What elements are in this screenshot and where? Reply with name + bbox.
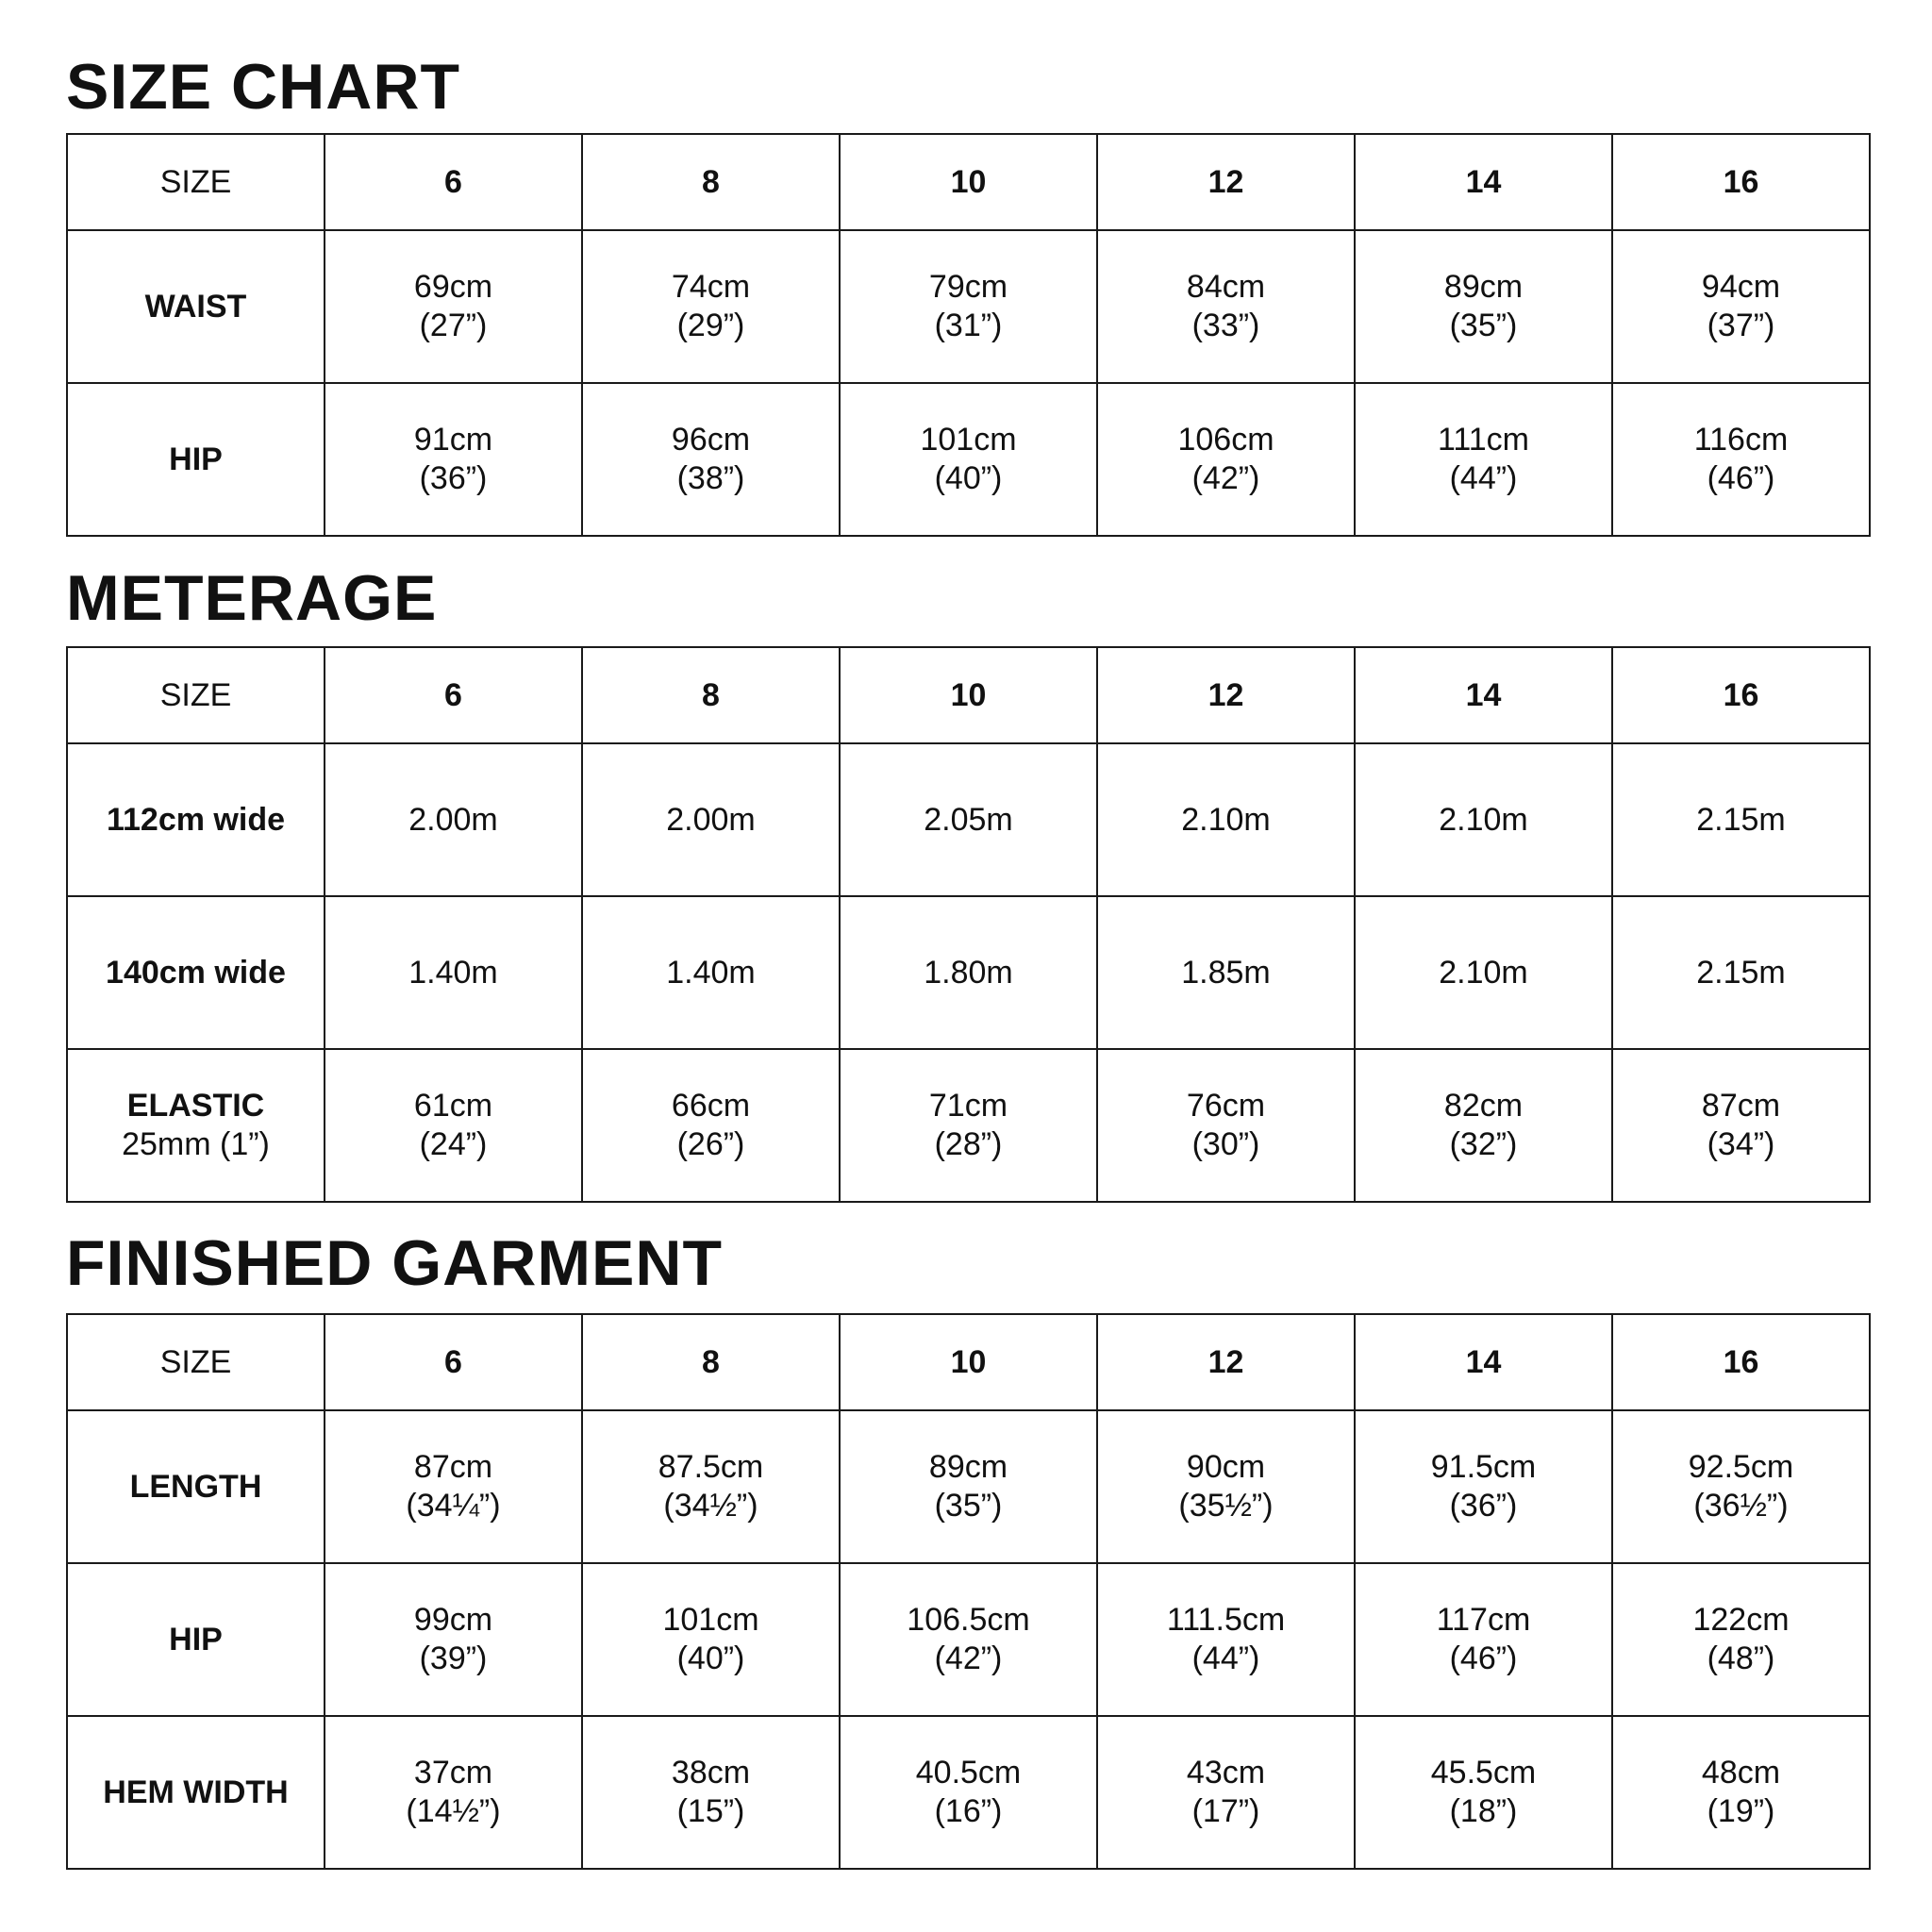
size-cell: 8 <box>582 647 840 743</box>
cell-value: 1.40m <box>408 954 498 991</box>
cell-inch: (32”) <box>1449 1126 1518 1162</box>
row-label <box>67 1049 325 1202</box>
cell-inch: (15”) <box>676 1793 745 1829</box>
cell-cm: 99cm <box>413 1602 493 1639</box>
cell-inch: (46”) <box>1707 460 1775 496</box>
size-cell: 12 <box>1097 647 1355 743</box>
measurement-cell <box>1612 896 1870 1049</box>
cell-cm: 122cm <box>1692 1602 1790 1639</box>
table-row <box>67 383 1870 536</box>
cell-cm: 92.5cm <box>1688 1449 1794 1486</box>
header-row <box>67 134 1870 230</box>
measurement-cell <box>325 1563 582 1716</box>
size-label-cell: SIZE <box>67 134 325 230</box>
measurement-cell <box>840 1410 1097 1563</box>
cell-cm: 79cm <box>928 269 1008 306</box>
measurement-cell <box>840 1563 1097 1716</box>
cell-inch: (36”) <box>419 460 488 496</box>
measurement-cell <box>1612 743 1870 896</box>
cell-value: 2.00m <box>666 801 756 838</box>
cell-value: 2.15m <box>1696 801 1786 838</box>
cell-inch: (33”) <box>1191 308 1260 343</box>
measurement-cell <box>582 896 840 1049</box>
size-cell: 6 <box>325 134 582 230</box>
size-cell: 14 <box>1355 1314 1612 1410</box>
table-row <box>67 896 1870 1049</box>
size-cell: 14 <box>1355 134 1612 230</box>
measurement-cell <box>1097 743 1355 896</box>
cell-inch: (39”) <box>419 1641 488 1676</box>
cell-cm: 117cm <box>1436 1602 1531 1639</box>
cell-inch: (35”) <box>1449 308 1518 343</box>
finished-garment-table <box>66 1313 1871 1870</box>
section-title: SIZE CHART <box>66 51 460 123</box>
table-row <box>67 1716 1870 1869</box>
cell-cm: 89cm <box>928 1449 1008 1486</box>
row-label <box>67 896 325 1049</box>
measurement-cell <box>1097 230 1355 383</box>
cell-cm: 82cm <box>1443 1088 1524 1124</box>
measurement-cell <box>1355 896 1612 1049</box>
measurement-cell <box>1097 1563 1355 1716</box>
size-cell: 8 <box>582 134 840 230</box>
size-cell: 10 <box>840 1314 1097 1410</box>
cell-cm: 96cm <box>671 422 751 458</box>
row-label-text: 140cm wide <box>106 954 286 991</box>
cell-cm: 87cm <box>1701 1088 1781 1124</box>
row-label <box>67 383 325 536</box>
cell-inch: (35”) <box>934 1488 1003 1524</box>
cell-inch: (44”) <box>1191 1641 1260 1676</box>
cell-inch: (28”) <box>934 1126 1003 1162</box>
cell-cm: 94cm <box>1701 269 1781 306</box>
cell-cm: 111.5cm <box>1166 1602 1286 1639</box>
measurement-cell <box>1612 1563 1870 1716</box>
cell-inch: (34¼”) <box>406 1488 501 1524</box>
cell-cm: 61cm <box>413 1088 493 1124</box>
size-cell: 12 <box>1097 134 1355 230</box>
row-label-text: LENGTH <box>129 1468 262 1505</box>
cell-value: 1.40m <box>666 954 756 991</box>
cell-inch: (14½”) <box>406 1793 501 1829</box>
cell-value: 2.05m <box>924 801 1013 838</box>
cell-cm: 91cm <box>413 422 493 458</box>
measurement-cell <box>325 230 582 383</box>
measurement-cell <box>325 1716 582 1869</box>
measurement-cell <box>840 896 1097 1049</box>
cell-inch: (34½”) <box>663 1488 758 1524</box>
measurement-cell <box>582 383 840 536</box>
cell-cm: 87.5cm <box>658 1449 764 1486</box>
cell-cm: 106.5cm <box>907 1602 1030 1639</box>
size-cell: 10 <box>840 647 1097 743</box>
measurement-cell <box>840 230 1097 383</box>
size-cell: 8 <box>582 1314 840 1410</box>
measurement-cell <box>582 1410 840 1563</box>
measurement-cell <box>1355 1563 1612 1716</box>
measurement-cell <box>1097 1716 1355 1869</box>
cell-cm: 87cm <box>413 1449 493 1486</box>
cell-inch: (30”) <box>1191 1126 1260 1162</box>
measurement-cell <box>325 1049 582 1202</box>
measurement-cell <box>325 383 582 536</box>
size-cell: 12 <box>1097 1314 1355 1410</box>
measurement-cell <box>582 1563 840 1716</box>
measurement-cell <box>840 743 1097 896</box>
cell-inch: (16”) <box>934 1793 1003 1829</box>
measurement-cell <box>840 1049 1097 1202</box>
cell-inch: (44”) <box>1449 460 1518 496</box>
measurement-cell <box>1355 1049 1612 1202</box>
cell-value: 1.85m <box>1181 954 1271 991</box>
measurement-cell <box>1612 383 1870 536</box>
row-label-text: 112cm wide <box>106 801 285 838</box>
cell-value: 1.80m <box>924 954 1013 991</box>
cell-inch: (35½”) <box>1178 1488 1274 1524</box>
cell-cm: 43cm <box>1186 1755 1266 1791</box>
measurement-cell <box>582 1716 840 1869</box>
table-row <box>67 230 1870 383</box>
cell-cm: 84cm <box>1186 269 1266 306</box>
cell-cm: 74cm <box>671 269 751 306</box>
cell-cm: 106cm <box>1177 422 1274 458</box>
table-row <box>67 1563 1870 1716</box>
measurement-cell <box>1355 383 1612 536</box>
measurement-cell <box>840 383 1097 536</box>
cell-cm: 90cm <box>1186 1449 1266 1486</box>
measurement-cell <box>1097 1410 1355 1563</box>
cell-cm: 91.5cm <box>1430 1449 1537 1486</box>
measurement-cell <box>1355 230 1612 383</box>
measurement-cell <box>582 1049 840 1202</box>
cell-cm: 48cm <box>1701 1755 1781 1791</box>
row-label-text: HIP <box>169 1621 223 1657</box>
measurement-cell <box>840 1716 1097 1869</box>
cell-inch: (38”) <box>676 460 745 496</box>
size-label-cell: SIZE <box>67 647 325 743</box>
measurement-cell <box>1612 1049 1870 1202</box>
cell-inch: (19”) <box>1707 1793 1775 1829</box>
size-cell: 16 <box>1612 1314 1870 1410</box>
measurement-cell <box>1355 1410 1612 1563</box>
row-label-text: WAIST <box>144 288 247 325</box>
cell-cm: 116cm <box>1693 422 1789 458</box>
cell-cm: 71cm <box>928 1088 1008 1124</box>
measurement-cell <box>582 743 840 896</box>
cell-cm: 45.5cm <box>1430 1755 1537 1791</box>
measurement-cell <box>1612 1410 1870 1563</box>
cell-inch: (17”) <box>1191 1793 1260 1829</box>
cell-cm: 76cm <box>1186 1088 1266 1124</box>
row-label-text: HEM WIDTH <box>103 1774 289 1810</box>
measurement-cell <box>1097 383 1355 536</box>
cell-inch: (27”) <box>419 308 488 343</box>
cell-inch: (36”) <box>1449 1488 1518 1524</box>
cell-inch: (48”) <box>1707 1641 1775 1676</box>
cell-inch: (46”) <box>1449 1641 1518 1676</box>
cell-inch: (40”) <box>676 1641 745 1676</box>
cell-inch: (31”) <box>934 308 1003 343</box>
row-label <box>67 230 325 383</box>
cell-cm: 89cm <box>1443 269 1524 306</box>
row-label <box>67 1563 325 1716</box>
measurement-cell <box>325 743 582 896</box>
cell-value: 2.15m <box>1696 954 1786 991</box>
header-row <box>67 1314 1870 1410</box>
cell-cm: 40.5cm <box>915 1755 1022 1791</box>
table-row <box>67 1049 1870 1202</box>
size-chart-table <box>66 133 1871 537</box>
cell-cm: 37cm <box>413 1755 493 1791</box>
measurement-cell <box>1097 1049 1355 1202</box>
measurement-cell <box>1612 1716 1870 1869</box>
header-row <box>67 647 1870 743</box>
row-label-text: HIP <box>169 441 223 477</box>
measurement-cell <box>1355 743 1612 896</box>
measurement-cell <box>325 896 582 1049</box>
size-cell: 16 <box>1612 134 1870 230</box>
size-cell: 14 <box>1355 647 1612 743</box>
cell-inch: (18”) <box>1449 1793 1518 1829</box>
size-cell: 16 <box>1612 647 1870 743</box>
cell-inch: (42”) <box>934 1641 1003 1676</box>
cell-cm: 111cm <box>1437 422 1529 458</box>
meterage-table <box>66 646 1871 1203</box>
measurement-cell <box>582 230 840 383</box>
row-label-text: ELASTIC <box>126 1088 265 1124</box>
section-title: METERAGE <box>66 562 438 634</box>
cell-cm: 101cm <box>662 1602 759 1639</box>
size-label-cell: SIZE <box>67 1314 325 1410</box>
section-title: FINISHED GARMENT <box>66 1227 723 1299</box>
cell-value: 2.10m <box>1439 954 1528 991</box>
cell-value: 2.00m <box>408 801 498 838</box>
cell-cm: 38cm <box>671 1755 751 1791</box>
cell-inch: (26”) <box>676 1126 745 1162</box>
row-label <box>67 743 325 896</box>
cell-value: 2.10m <box>1181 801 1271 838</box>
table-row <box>67 743 1870 896</box>
size-cell: 6 <box>325 647 582 743</box>
cell-inch: (29”) <box>676 308 745 343</box>
cell-inch: (37”) <box>1707 308 1775 343</box>
cell-cm: 101cm <box>920 422 1017 458</box>
row-label <box>67 1716 325 1869</box>
cell-inch: (40”) <box>934 460 1003 496</box>
cell-inch: (24”) <box>419 1126 488 1162</box>
cell-cm: 66cm <box>671 1088 751 1124</box>
measurement-cell <box>1097 896 1355 1049</box>
cell-inch: (42”) <box>1191 460 1260 496</box>
measurement-cell <box>1612 230 1870 383</box>
table-row <box>67 1410 1870 1563</box>
measurement-cell <box>325 1410 582 1563</box>
cell-value: 2.10m <box>1439 801 1528 838</box>
measurement-cell <box>1355 1716 1612 1869</box>
cell-inch: (36½”) <box>1693 1488 1789 1524</box>
size-cell: 6 <box>325 1314 582 1410</box>
row-label-subtext: 25mm (1”) <box>122 1126 270 1162</box>
cell-cm: 69cm <box>413 269 493 306</box>
row-label <box>67 1410 325 1563</box>
size-cell: 10 <box>840 134 1097 230</box>
cell-inch: (34”) <box>1707 1126 1775 1162</box>
